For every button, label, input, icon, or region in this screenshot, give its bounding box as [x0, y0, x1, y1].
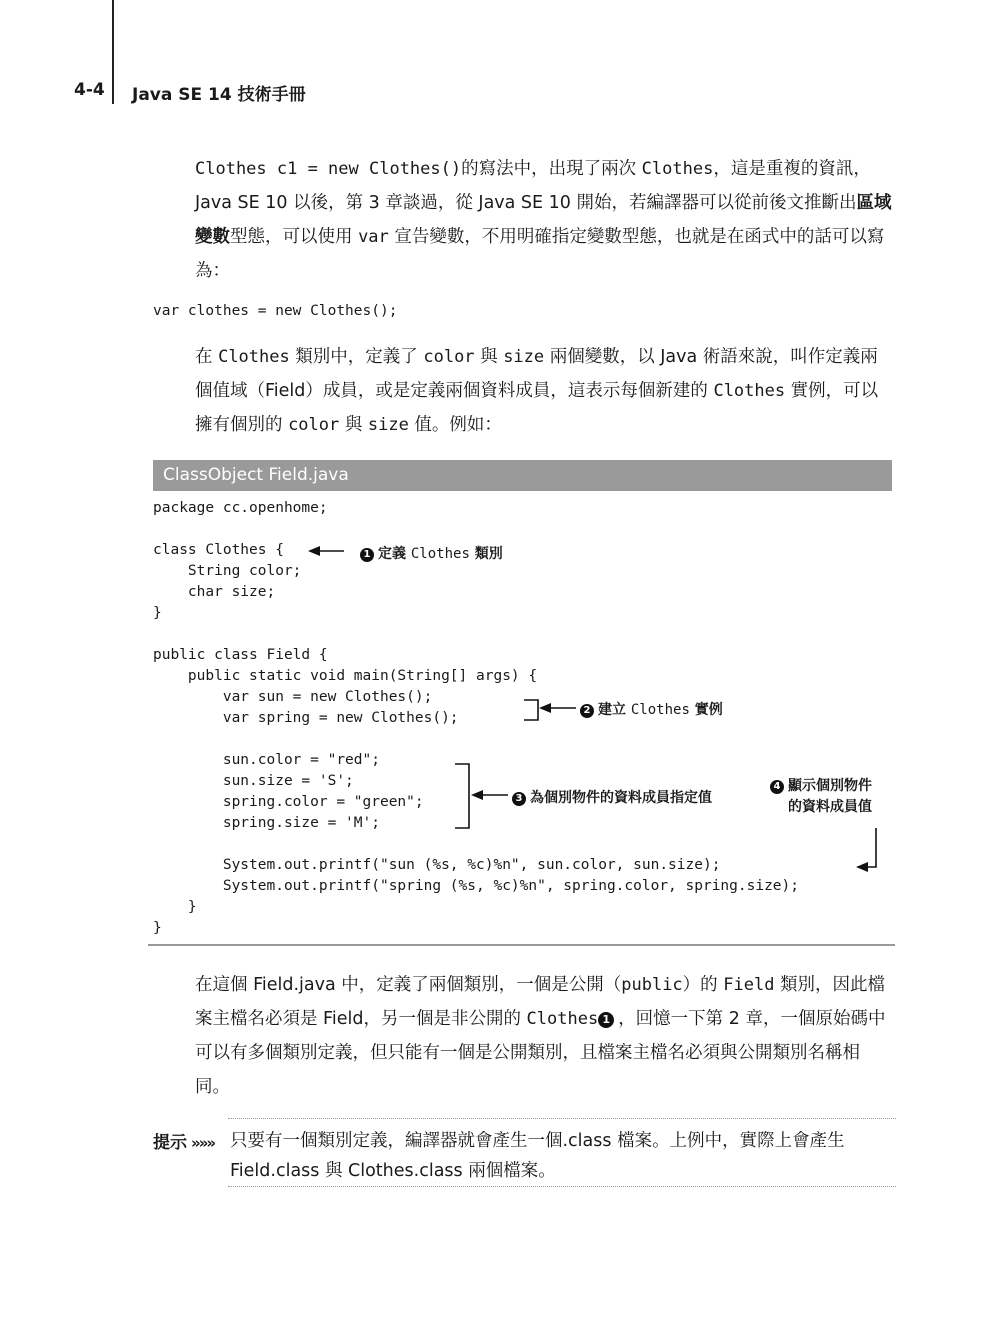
annotation-4	[770, 776, 872, 818]
text: 型態，可以使用	[230, 227, 359, 247]
inline-code: color	[423, 347, 475, 367]
paragraph-1	[153, 152, 893, 288]
listing-bottom-rule	[148, 944, 895, 946]
chevron-right-icon: »»»	[191, 1134, 215, 1152]
bold-term: 區域變數	[195, 193, 892, 247]
text: 建立	[598, 702, 631, 718]
text: 兩個變數，以 Java 術語來說，叫作定義兩個值域（Field）成員，或是定義兩個資料成員，這表示每個新建的	[195, 347, 878, 401]
listing-title-bar: ClassObject Field.java	[153, 460, 892, 491]
inline-code: color	[288, 415, 340, 435]
inline-code: Clothes	[410, 546, 470, 562]
inline-code: Clothes c1 = new Clothes()	[195, 159, 462, 179]
book-title: Java SE 14 技術手冊	[132, 85, 306, 105]
tip-top-divider	[228, 1118, 896, 1119]
text: 在	[195, 347, 219, 367]
text: 類別	[469, 546, 503, 562]
callout-number: 3	[512, 792, 526, 806]
callout-number: 2	[580, 704, 594, 718]
inline-code: var	[358, 227, 389, 247]
annotation-2	[580, 699, 723, 719]
text: 類別，因此檔案主檔名必須是 Field，另一個是非公開的	[195, 975, 885, 1029]
annotation-1	[360, 543, 503, 563]
annotation-3	[512, 787, 712, 807]
arrowhead	[856, 862, 868, 872]
text: ，回憶一下第 2 章，一個原始碼中可以有多個類別定義，但只能有一個是公開類別，且檔案主檔名必須與公開類別名稱相同。	[195, 1009, 886, 1097]
text: 的寫法中，出現了兩次	[461, 159, 642, 179]
text: 實例	[689, 702, 723, 718]
text: 與	[339, 415, 368, 435]
arrow-line	[866, 828, 876, 867]
inline-code: Clothes	[630, 702, 690, 718]
code-listing: package cc.openhome; class Clothes { String color; char size; } public class Field { public static void main(String[] args) { var sun = new Clothes(); var spring = new Clothes(); sun.color = "red"; sun.size = 'S'; spring.color = "green"; spring.size = 'M'; System.out.printf("sun (%s, %c)%n", sun.color, sun.size); System.out.printf("spring (%s, %c)%n", spring.color, spring.size); } }	[153, 500, 800, 936]
tip-label	[153, 1128, 214, 1153]
text: 類別中，定義了	[289, 347, 424, 367]
paragraph-3	[153, 968, 893, 1104]
inline-code: Clothes	[526, 1009, 599, 1029]
text: 顯示個別物件	[788, 778, 872, 794]
page-header-rule	[112, 0, 114, 104]
code-snippet-var: var clothes = new Clothes();	[153, 303, 398, 319]
text: 為個別物件的資料成員指定值	[530, 790, 712, 806]
text: 定義	[378, 546, 411, 562]
text: 的資料成員值	[788, 799, 872, 815]
text: ，這是重複的資訊，Java SE 10 以後，第 3 章談過，從 Java SE 10 開始，若編譯器可以從前後文推斷出	[195, 159, 871, 213]
inline-code: Clothes	[713, 381, 786, 401]
tip-bottom-divider	[228, 1186, 896, 1187]
inline-code: size	[367, 415, 409, 435]
inline-code: Clothes	[218, 347, 290, 367]
text: 實例，可以擁有個別的	[195, 381, 879, 435]
inline-code: public	[621, 975, 683, 995]
callout-number: 4	[770, 780, 784, 794]
inline-code: Field	[723, 975, 775, 995]
page-number: 4-4	[74, 80, 105, 100]
inline-code: Clothes	[641, 159, 714, 179]
text: 在這個 Field.java 中，定義了兩個類別，一個是公開（	[195, 975, 622, 995]
callout-number: 1	[598, 1012, 614, 1028]
text: ）的	[682, 975, 724, 995]
tip-text: 只要有一個類別定義，編譯器就會產生一個.class 檔案。上例中，實際上會產生 Field.class 與 Clothes.class 兩個檔案。	[230, 1131, 845, 1181]
callout-number: 1	[360, 548, 374, 562]
text: 與	[474, 347, 504, 367]
paragraph-2	[153, 340, 893, 442]
inline-code: size	[503, 347, 545, 367]
text: 值。例如：	[408, 415, 502, 435]
text: 宣告變數，不用明確指定變數型態，也就是在函式中的話可以寫為：	[195, 227, 885, 281]
text: 提示	[153, 1133, 187, 1153]
